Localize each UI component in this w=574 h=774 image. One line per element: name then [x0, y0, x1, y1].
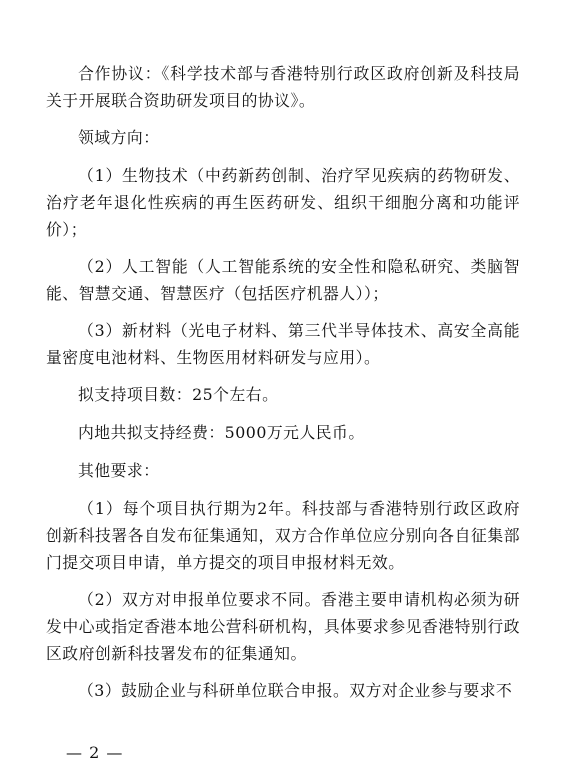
paragraph-agreement: 合作协议：《科学技术部与香港特别行政区政府创新及科技局关于开展联合资助研发项目的协议》。 [46, 64, 520, 110]
paragraph-requirement-2: （2）双方对申报单位要求不同。香港主要申请机构必须为研发中心或指定香港本地公营科研机构，具体要求参见香港特别行政区政府创新科技署发布的征集通知。 [46, 590, 520, 663]
document-body [46, 60, 520, 714]
paragraph-project-count: 拟支持项目数：25个左右。 [78, 385, 279, 404]
page-number: — 2 — [66, 743, 124, 762]
paragraph-requirement-3: （3）鼓励企业与科研单位联合申报。双方对企业参与要求不 [78, 681, 513, 700]
paragraph-field-heading: 领域方向： [78, 128, 160, 147]
paragraph-funding: 内地共拟支持经费：5000万元人民币。 [78, 423, 365, 442]
paragraph-field-2: （2）人工智能（人工智能系统的安全性和隐私研究、类脑智能、智慧交通、智慧医疗（包括医疗机器人））； [46, 257, 520, 303]
paragraph-field-1: （1）生物技术（中药新药创制、治疗罕见疾病的药物研发、治疗老年退化性疾病的再生医药研发、组织干细胞分离和功能评价）； [46, 166, 520, 239]
paragraph-other-heading: 其他要求： [78, 461, 160, 480]
paragraph-field-3: （3）新材料（光电子材料、第三代半导体技术、高安全高能量密度电池材料、生物医用材料研发与应用）。 [46, 321, 520, 367]
paragraph-requirement-1: （1）每个项目执行期为2年。科技部与香港特别行政区政府创新科技署各自发布征集通知，双方合作单位应分别向各自征集部门提交项目申请，单方提交的项目申报材料无效。 [46, 499, 520, 572]
